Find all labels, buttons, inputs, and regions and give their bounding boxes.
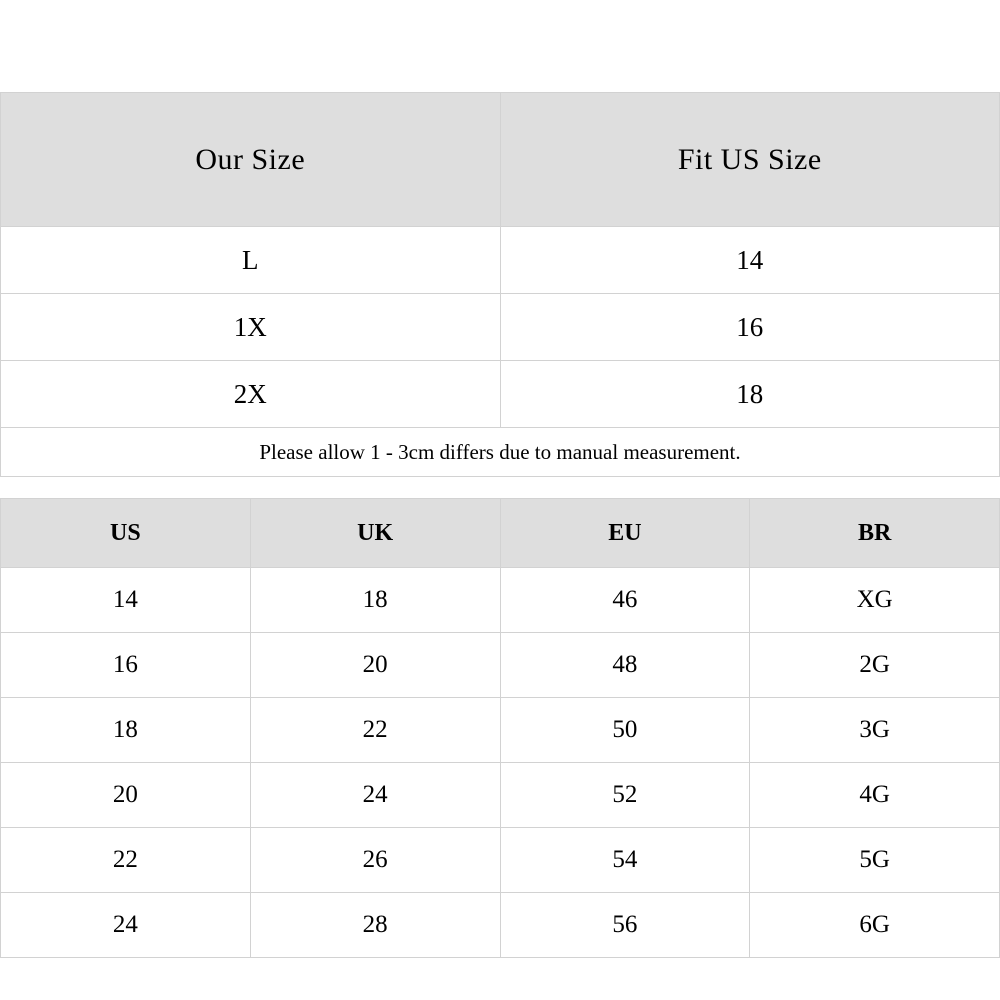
table-row [1,361,1000,428]
cell-uk: 26 [250,828,500,893]
cell-us: 18 [1,698,251,763]
cell-eu: 56 [500,893,750,958]
cell-br: 3G [750,698,1000,763]
cell-uk: 22 [250,698,500,763]
cell-uk: 28 [250,893,500,958]
column-header-uk: UK [250,499,500,568]
column-header-our-size: Our Size [1,93,501,227]
table-row [1,763,1000,828]
cell-uk: 24 [250,763,500,828]
column-header-us: US [1,499,251,568]
size-conversion-table [0,498,1000,958]
cell-us: 22 [1,828,251,893]
cell-br: XG [750,568,1000,633]
table-row [1,893,1000,958]
cell-us: 16 [1,633,251,698]
cell-fit-us-size: 14 [500,227,1000,294]
table-row [1,828,1000,893]
table-row [1,294,1000,361]
table-row [1,698,1000,763]
primary-size-table [0,92,1000,477]
cell-br: 5G [750,828,1000,893]
cell-our-size: L [1,227,501,294]
cell-fit-us-size: 18 [500,361,1000,428]
table-row [1,499,1000,568]
cell-our-size: 2X [1,361,501,428]
cell-br: 2G [750,633,1000,698]
table-row [1,227,1000,294]
cell-eu: 52 [500,763,750,828]
cell-fit-us-size: 16 [500,294,1000,361]
cell-us: 20 [1,763,251,828]
column-header-br: BR [750,499,1000,568]
measurement-note: Please allow 1 - 3cm differs due to manual measurement. [1,428,1000,477]
column-header-fit-us-size: Fit US Size [500,93,1000,227]
cell-us: 14 [1,568,251,633]
column-header-eu: EU [500,499,750,568]
table-row [1,93,1000,227]
cell-br: 4G [750,763,1000,828]
cell-uk: 20 [250,633,500,698]
cell-our-size: 1X [1,294,501,361]
cell-eu: 46 [500,568,750,633]
table-row [1,633,1000,698]
cell-eu: 50 [500,698,750,763]
cell-br: 6G [750,893,1000,958]
cell-eu: 54 [500,828,750,893]
table-row [1,428,1000,477]
table-row [1,568,1000,633]
cell-eu: 48 [500,633,750,698]
cell-us: 24 [1,893,251,958]
cell-uk: 18 [250,568,500,633]
